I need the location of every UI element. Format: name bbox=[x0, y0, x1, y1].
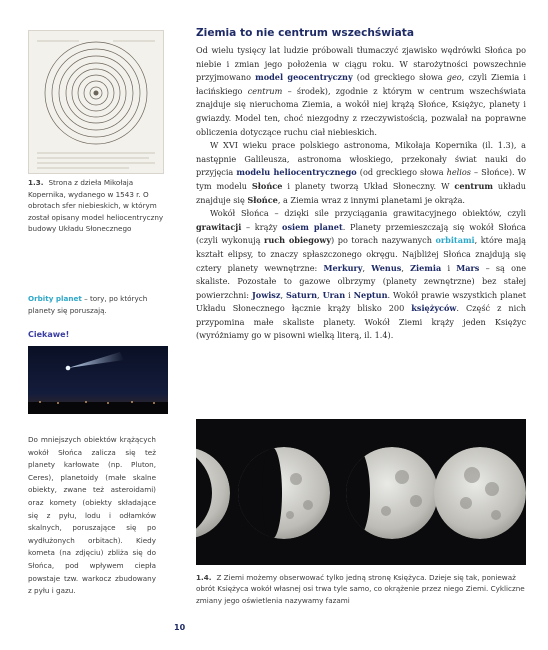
text-segment: – Słońce). W tym modelu bbox=[196, 167, 526, 191]
figure-13-number: 1.3. bbox=[28, 178, 44, 187]
text-segment: i bbox=[345, 289, 354, 300]
ciekawe-heading: Ciekawe! bbox=[28, 330, 70, 339]
paragraph-planets bbox=[196, 207, 526, 343]
term-sun: Słońce bbox=[247, 194, 278, 205]
text-segment: i planety tworzą Układ Słoneczny. W bbox=[282, 180, 455, 191]
ciekawe-text: Do mniejszych obiektów krążących wokół Słońca zalicza się też planety karłowate (np. Pluton, Ceres), planetoidy (małe skalne obiekty, zwane też asteroidami) oraz komety (obiekty składające się z pyłu, lodu i odłamków skalnych, poruszające się po wydłużonych orbitach). Kiedy kometa (na zdjęciu) zbliża się do Słońca, pod wpływem ciepła powstaje tzw. warkocz zbudowany z pyłu i gazu. bbox=[28, 435, 156, 596]
text-segment: , a Ziemia wraz z innymi planetami je okrąża. bbox=[277, 194, 465, 205]
planet-mars: Mars bbox=[456, 262, 480, 273]
text-segment: – środek), zgodnie z którym w centrum wszechświata znajduje się nieruchoma Ziemia, a wokół niej krążą Słońce, Księżyc, planety i gwiazdy. Model ten, choć niezgodny z rzeczywistością, pozwalał na poprawne obliczenia dotyczące ruchu ciał niebieskich. bbox=[196, 85, 526, 137]
text-segment: , bbox=[362, 262, 372, 273]
term-centrum: centrum bbox=[454, 180, 493, 191]
copernicus-manuscript-image bbox=[28, 30, 164, 174]
text-segment: (od greckiego słowa bbox=[356, 167, 447, 178]
term-geocentric-model: model geocentryczny bbox=[255, 72, 353, 83]
planet-earth: Ziemia bbox=[410, 262, 442, 273]
comet-photo bbox=[28, 346, 168, 414]
text-segment: Wokół Słońca – dzięki sile przyciągania grawitacyjnego obiektów, czyli bbox=[210, 208, 526, 219]
word-geo: geo bbox=[446, 72, 462, 83]
figure-14-number: 1.4. bbox=[196, 573, 212, 582]
word-helios: helios bbox=[446, 167, 471, 178]
text-segment: (od greckiego słowa bbox=[352, 72, 447, 83]
text-segment: – są one skaliste. Pozostałe to gazowe olbrzymy (planety zewnętrzne) bez stałej powierzchni: bbox=[196, 262, 527, 300]
text-segment: . Wokół prawie wszystkich planet Układu Słonecznego łącznie krąży blisko 200 bbox=[196, 289, 527, 314]
text-segment: , które mają kształt elipsy, to znaczy spłaszczonego okręgu. Najbliżej Słońca znajdują się cztery planety wewnętrzne: bbox=[196, 235, 526, 273]
text-segment: , bbox=[280, 289, 287, 300]
text-segment: i bbox=[441, 262, 457, 273]
section-title: Ziemia to nie centrum wszechświata bbox=[196, 27, 414, 39]
main-body-text bbox=[196, 44, 526, 343]
paragraph-heliocentric bbox=[196, 139, 526, 207]
figure-14-caption-text: Z Ziemi możemy obserwować tylko jedną stronę Księżyca. Dzieje się tak, ponieważ obrót Księżyca wokół własnej osi trwa tyle samo, co okrążenie przez niego Ziemi. Cykliczne zmiany jego oświetlenia nazywamy fazami bbox=[196, 573, 525, 605]
orbits-term: Orbity planet bbox=[28, 294, 82, 303]
comet-night-sky-drawing bbox=[28, 346, 168, 414]
planet-saturn: Saturn bbox=[286, 289, 318, 300]
term-gravity: grawitacji bbox=[196, 221, 242, 232]
text-segment: , bbox=[401, 262, 411, 273]
figure-14-caption bbox=[196, 572, 526, 606]
text-segment: układu znajduje się bbox=[196, 180, 526, 205]
planet-mercury: Merkury bbox=[323, 262, 363, 273]
heliocentric-diagram-drawing bbox=[29, 31, 163, 173]
term-heliocentric-model: modelu heliocentrycznego bbox=[236, 167, 357, 178]
text-segment: – krąży bbox=[241, 221, 283, 232]
moon-phases-drawing bbox=[196, 419, 526, 565]
page-number: 10 bbox=[174, 623, 186, 632]
moon-phases-photo bbox=[196, 419, 526, 565]
text-segment: W XVI wieku prace polskiego astronoma, Mikołaja Kopernika (il. 1.3), a następnie Galileusza, astronoma włoskiego, przekonały świat nauki do przyjęcia bbox=[196, 140, 526, 178]
term-sun: Słońce bbox=[251, 180, 283, 191]
word-centrum: centrum bbox=[247, 85, 283, 96]
term-orbits: orbitami bbox=[435, 235, 475, 246]
term-orbital-motion: ruch obiegowy bbox=[264, 235, 332, 246]
orbits-definition-text: – tory, po których planety się poruszają. bbox=[28, 294, 148, 315]
term-moons: księżyców bbox=[411, 303, 457, 314]
planet-venus: Wenus bbox=[371, 262, 402, 273]
planet-uranus: Uran bbox=[322, 289, 346, 300]
figure-13-caption bbox=[28, 177, 168, 235]
figure-13-caption-text: Strona z dzieła Mikołaja Kopernika, wydanego w 1543 r. O obrotach sfer niebieskich, w którym został opisany model heliocentryczny budowy Układu Słonecznego bbox=[28, 178, 164, 234]
text-segment: , bbox=[317, 289, 323, 300]
text-segment: ) po torach nazywanych bbox=[331, 235, 436, 246]
text-segment: . Planety przemieszczają się wokół Słońca (czyli wykonują bbox=[196, 221, 526, 246]
text-segment: Od wielu tysięcy lat ludzie próbowali tłumaczyć zjawisko wędrówki Słońca po niebie i zmian jego położenia w ciągu roku. W starożytności powszechnie przyjmowano bbox=[196, 45, 526, 83]
planet-neptune: Neptun bbox=[353, 289, 388, 300]
text-segment: , czyli Ziemia i łacińskiego bbox=[196, 72, 526, 96]
orbits-definition bbox=[28, 293, 168, 316]
text-segment: . Część z nich przypomina małe skaliste planety. Wokół Ziemi krąży jeden Księżyc (wyróżniamy go w pisowni wielką literą, il. 1.4). bbox=[196, 303, 526, 341]
term-eight-planets: osiem planet bbox=[282, 221, 343, 232]
planet-jupiter: Jowisz bbox=[251, 289, 281, 300]
paragraph-geocentric bbox=[196, 44, 526, 139]
